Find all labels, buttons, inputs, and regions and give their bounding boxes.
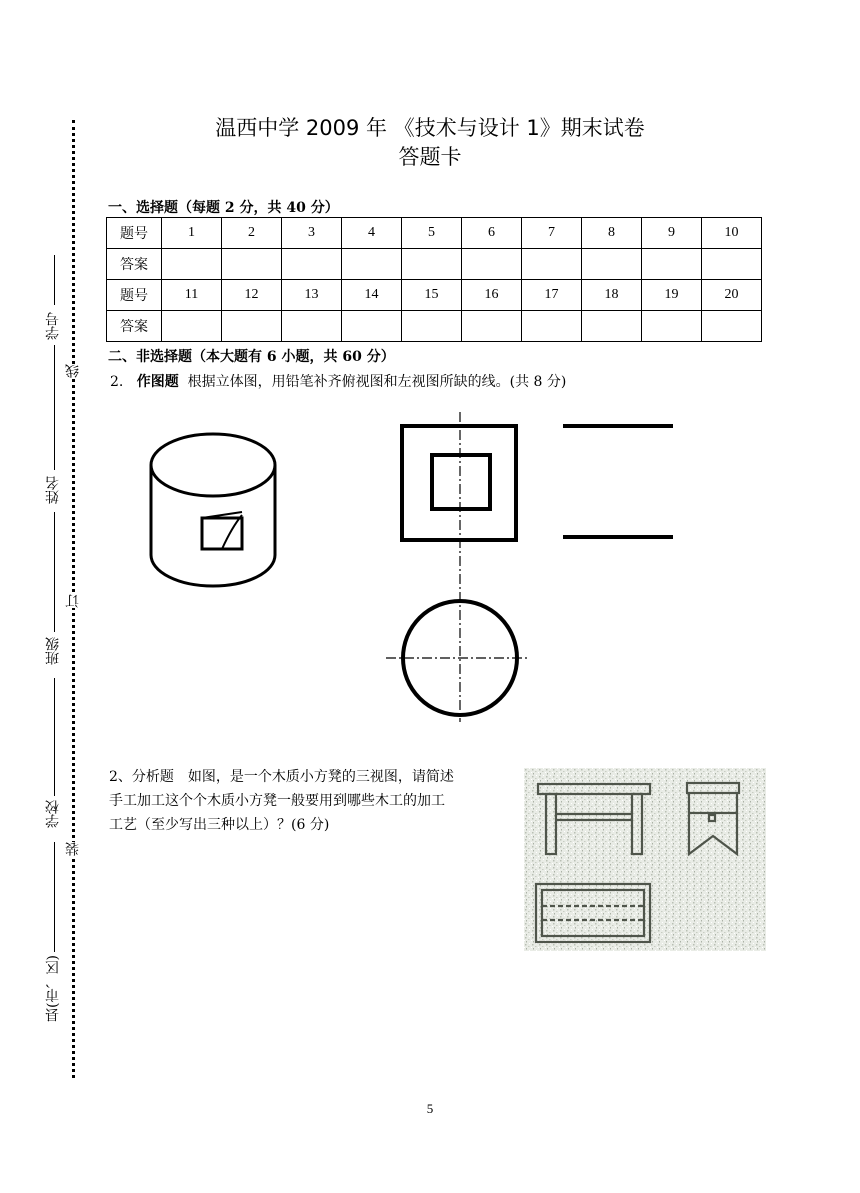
question-number: 13 xyxy=(282,280,342,311)
question-number: 15 xyxy=(402,280,462,311)
answer-cell[interactable] xyxy=(582,249,642,280)
bind-mark-zhuang: 装 xyxy=(65,842,81,856)
analysis-question-line-2: 手工加工这个个木质小方凳一般要用到哪些木工的加工 xyxy=(109,793,445,809)
county-blank xyxy=(54,842,55,952)
class-label: 班级 xyxy=(45,637,61,665)
answer-cell[interactable] xyxy=(522,249,582,280)
answer-cell[interactable] xyxy=(402,311,462,342)
page-title: 温西中学 2009 年 《技术与设计 1》期末试卷 xyxy=(215,116,645,140)
question-number: 19 xyxy=(642,280,702,311)
question-number: 7 xyxy=(522,218,582,249)
answer-cell[interactable] xyxy=(642,249,702,280)
answer-cell[interactable] xyxy=(582,311,642,342)
name-blank xyxy=(54,345,55,470)
stool-three-view-image xyxy=(524,768,766,951)
line-mark: 线 xyxy=(65,364,81,378)
drawing-question-text: 根据立体图，用铅笔补齐俯视图和左视图所缺的线。(共 8 分) xyxy=(187,374,567,390)
question-number: 20 xyxy=(702,280,762,311)
answer-cell[interactable] xyxy=(282,249,342,280)
analysis-question xyxy=(109,765,524,837)
cylinder-3d-figure xyxy=(140,415,290,595)
row-label-no: 题号 xyxy=(107,218,162,249)
answer-cell[interactable] xyxy=(402,249,462,280)
row-label-ans: 答案 xyxy=(107,311,162,342)
answer-table xyxy=(106,217,762,342)
school-label: 学校 xyxy=(45,800,61,828)
table-row xyxy=(107,311,762,342)
question-number: 17 xyxy=(522,280,582,311)
question-number: 16 xyxy=(462,280,522,311)
answer-cell[interactable] xyxy=(222,249,282,280)
answer-cell[interactable] xyxy=(522,311,582,342)
answer-cell[interactable] xyxy=(162,311,222,342)
answer-cell[interactable] xyxy=(342,249,402,280)
question-number: 6 xyxy=(462,218,522,249)
drawing-question-title: 作图题 xyxy=(136,374,179,390)
table-row xyxy=(107,280,762,311)
question-number: 18 xyxy=(582,280,642,311)
question-number: 12 xyxy=(222,280,282,311)
drawing-question-number: 2. xyxy=(110,374,124,390)
question-number: 14 xyxy=(342,280,402,311)
student-no-label: 学号 xyxy=(45,312,61,340)
table-row xyxy=(107,218,762,249)
answer-cell[interactable] xyxy=(222,311,282,342)
question-number: 11 xyxy=(162,280,222,311)
row-label-ans: 答案 xyxy=(107,249,162,280)
section1-heading: 一、选择题（每题 2 分，共 40 分） xyxy=(108,200,339,216)
three-view-drawing xyxy=(380,410,710,730)
section2-heading: 二、非选择题（本大题有 6 小题，共 60 分） xyxy=(108,349,395,365)
question-number: 8 xyxy=(582,218,642,249)
answer-cell[interactable] xyxy=(462,311,522,342)
analysis-question-line-3: 工艺（至少写出三种以上）？(6 分) xyxy=(109,817,330,833)
student-no-blank xyxy=(54,255,55,305)
question-number: 1 xyxy=(162,218,222,249)
table-row xyxy=(107,249,762,280)
school-blank xyxy=(54,678,55,796)
answer-cell[interactable] xyxy=(642,311,702,342)
answer-cell[interactable] xyxy=(702,249,762,280)
answer-cell[interactable] xyxy=(342,311,402,342)
answer-cell[interactable] xyxy=(702,311,762,342)
question-number: 10 xyxy=(702,218,762,249)
county-label: 县(市、区) xyxy=(45,955,61,1022)
answer-cell[interactable] xyxy=(462,249,522,280)
question-number: 5 xyxy=(402,218,462,249)
answer-cell[interactable] xyxy=(162,249,222,280)
drawing-question xyxy=(110,370,566,394)
question-number: 9 xyxy=(642,218,702,249)
name-label: 姓名 xyxy=(45,476,61,504)
bind-mark-ding: 订 xyxy=(65,594,81,608)
question-number: 3 xyxy=(282,218,342,249)
question-number: 2 xyxy=(222,218,282,249)
question-number: 4 xyxy=(342,218,402,249)
page-subtitle: 答题卡 xyxy=(398,145,462,169)
row-label-no: 题号 xyxy=(107,280,162,311)
class-blank xyxy=(54,512,55,632)
analysis-question-line-1: 2、分析题 如图，是一个木质小方凳的三视图，请简述 xyxy=(109,769,454,785)
page-number: 5 xyxy=(426,1101,434,1116)
answer-cell[interactable] xyxy=(282,311,342,342)
